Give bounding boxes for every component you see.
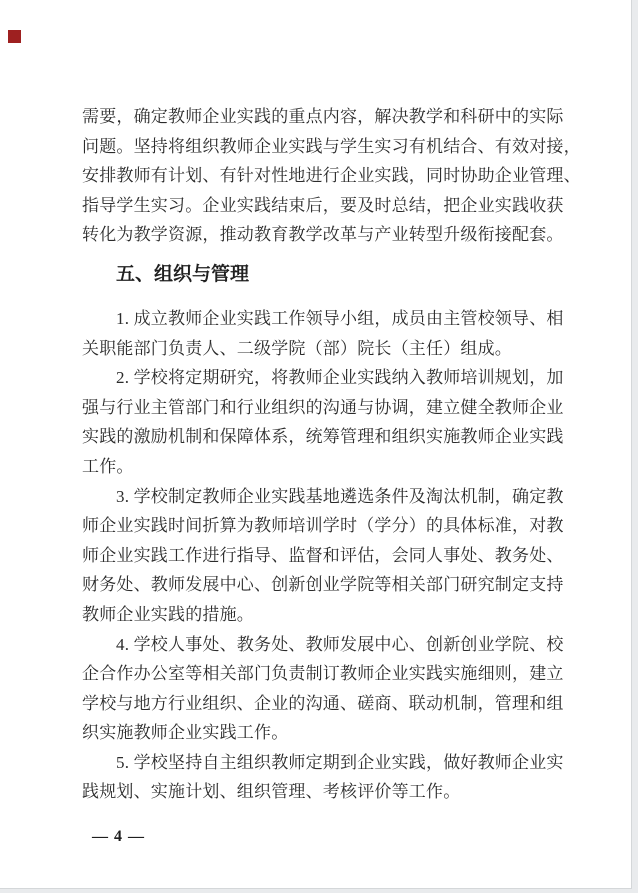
section-heading: 五、组织与管理: [116, 263, 250, 285]
red-square-marker: [8, 30, 21, 43]
text-line: 财务处、教师发展中心、创新创业学院等相关部门研究制定支持: [82, 575, 564, 595]
text-line: 5. 学校坚持自主组织教师定期到企业实践，做好教师企业实: [116, 752, 564, 772]
document-body: [82, 102, 581, 807]
text-line: 企合作办公室等相关部门负责制订教师企业实践实施细则，建立: [82, 664, 564, 684]
list-item-3: [82, 482, 564, 630]
text-line: 2. 学校将定期研究，将教师企业实践纳入教师培训规划，加: [116, 368, 564, 388]
paragraph-intro: [82, 102, 581, 250]
text-line: 问题。坚持将组织教师企业实践与学生实习有机结合、有效对接，: [82, 136, 581, 156]
list-item-5: [82, 748, 564, 807]
text-line: 安排教师有计划、有针对性地进行企业实践，同时协助企业管理、: [82, 166, 581, 186]
text-line: 指导学生实习。企业实践结束后，要及时总结，把企业实践收获: [82, 195, 564, 215]
text-line: 实践的激励机制和保障体系，统筹管理和组织实施教师企业实践: [82, 427, 564, 447]
text-line: 强与行业主管部门和行业组织的沟通与协调，建立健全教师企业: [82, 397, 564, 417]
text-line: 1. 成立教师企业实践工作领导小组，成员由主管校领导、相: [116, 308, 564, 328]
text-line: 工作。: [82, 456, 134, 476]
text-line: 学校与地方行业组织、企业的沟通、磋商、联动机制，管理和组: [82, 693, 564, 713]
text-line: 4. 学校人事处、教务处、教师发展中心、创新创业学院、校: [116, 634, 564, 654]
page-number: — 4 —: [92, 828, 145, 845]
text-line: 需要，确定教师企业实践的重点内容，解决教学和科研中的实际: [82, 107, 564, 126]
text-line: 织实施教师企业实践工作。: [82, 723, 289, 743]
list-item-4: [82, 630, 564, 748]
text-line: 师企业实践工作进行指导、监督和评估，会同人事处、教务处、: [82, 545, 564, 565]
text-line: 关职能部门负责人、二级学院（部）院长（主任）组成。: [82, 338, 512, 358]
list-item-2: [82, 363, 564, 481]
text-line: 师企业实践时间折算为教师培训学时（学分）的具体标准，对教: [82, 516, 564, 536]
text-line: 践规划、实施计划、组织管理、考核评价等工作。: [82, 782, 461, 802]
text-line: 教师企业实践的措施。: [82, 604, 254, 624]
list-item-1: [82, 304, 564, 363]
text-line: 3. 学校制定教师企业实践基地遴选条件及淘汰机制，确定教: [116, 486, 564, 506]
text-line: 转化为教学资源，推动教育教学改革与产业转型升级衔接配套。: [82, 225, 564, 245]
